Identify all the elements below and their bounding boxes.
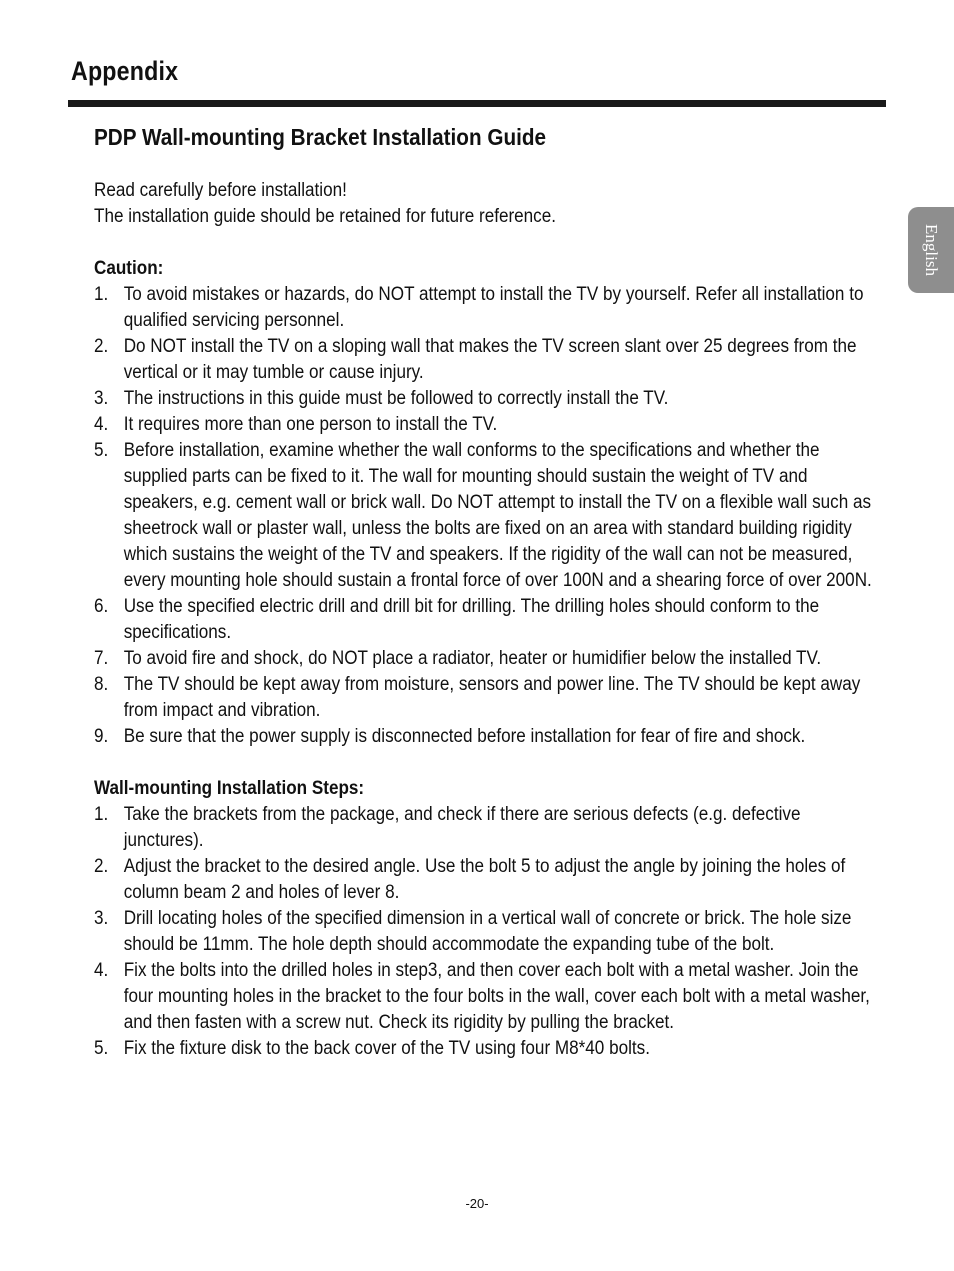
list-item bbox=[94, 594, 874, 646]
title-divider bbox=[68, 100, 886, 107]
list-item bbox=[94, 386, 874, 412]
item-text: To avoid mistakes or hazards, do NOT attempt to install the TV by yourself. Refer all installation to qualified servicing personnel. bbox=[123, 284, 864, 331]
list-item bbox=[94, 854, 874, 906]
intro-line: The installation guide should be retained for future reference. bbox=[94, 206, 556, 227]
item-text: Before installation, examine whether the wall conforms to the specifications and whether the supplied parts can be fixed to it. The wall for mounting should sustain the weight of TV and speakers, e.g. cement wall or brick wall. Do NOT attempt to install the TV on a flexible wall such as sheetrock wall or plaster wall, unless the bolts are fixed on an area with standard building rigidity which sustains the weight of the TV and speakers. If the rigidity of the wall can not be measured, every mounting hole should sustain a frontal force of over 100N and a shearing force of over 200N. bbox=[123, 440, 872, 591]
list-item bbox=[94, 672, 874, 724]
item-number: 3. bbox=[94, 908, 109, 929]
item-number: 6. bbox=[94, 596, 109, 617]
list-item bbox=[94, 724, 874, 750]
item-text: The TV should be kept away from moisture, sensors and power line. The TV should be kept away from impact and vibration. bbox=[123, 674, 861, 721]
list-item bbox=[94, 438, 874, 594]
item-number: 8. bbox=[94, 674, 109, 695]
item-number: 5. bbox=[94, 1038, 109, 1059]
steps-list bbox=[94, 802, 874, 1062]
item-text: Fix the bolts into the drilled holes in step3, and then cover each bolt with a metal washer. Join the four mounting holes in the bracket to the four bolts in the wall, cover each bolt with a metal washer, and then fasten with a screw nut. Check its rigidity by pulling the bracket. bbox=[123, 960, 870, 1033]
item-number: 2. bbox=[94, 336, 109, 357]
caution-list bbox=[94, 282, 874, 750]
document-body bbox=[94, 122, 874, 1062]
item-text: Use the specified electric drill and drill bit for drilling. The drilling holes should conform to the specifications. bbox=[123, 596, 820, 643]
intro-line: Read carefully before installation! bbox=[94, 180, 347, 201]
steps-heading: Wall-mounting Installation Steps: bbox=[94, 778, 365, 799]
list-item bbox=[94, 282, 874, 334]
page-title: Appendix bbox=[71, 56, 179, 86]
list-item bbox=[94, 334, 874, 386]
item-number: 9. bbox=[94, 726, 109, 747]
caution-heading: Caution: bbox=[94, 258, 164, 279]
item-number: 2. bbox=[94, 856, 109, 877]
item-text: Take the brackets from the package, and check if there are serious defects (e.g. defective junctures). bbox=[123, 804, 801, 851]
item-text: Be sure that the power supply is disconnected before installation for fear of fire and shock. bbox=[123, 726, 806, 747]
item-number: 4. bbox=[94, 414, 109, 435]
page-number: -20- bbox=[465, 1196, 489, 1211]
item-number: 1. bbox=[94, 284, 109, 305]
list-item bbox=[94, 646, 874, 672]
item-text: Adjust the bracket to the desired angle. Use the bolt 5 to adjust the angle by joining the holes of column beam 2 and holes of lever 8. bbox=[123, 856, 846, 903]
item-number: 5. bbox=[94, 440, 109, 461]
language-tab-label: English bbox=[922, 224, 941, 276]
item-text: It requires more than one person to install the TV. bbox=[123, 414, 498, 435]
guide-title: PDP Wall-mounting Bracket Installation Guide bbox=[94, 124, 547, 150]
item-number: 4. bbox=[94, 960, 109, 981]
item-text: Fix the fixture disk to the back cover of the TV using four M8*40 bolts. bbox=[123, 1038, 650, 1059]
item-number: 7. bbox=[94, 648, 109, 669]
language-tab bbox=[908, 207, 954, 293]
item-text: To avoid fire and shock, do NOT place a radiator, heater or humidifier below the installed TV. bbox=[123, 648, 822, 669]
list-item bbox=[94, 802, 874, 854]
list-item bbox=[94, 958, 874, 1036]
list-item bbox=[94, 412, 874, 438]
list-item bbox=[94, 906, 874, 958]
item-text: Do NOT install the TV on a sloping wall that makes the TV screen slant over 25 degrees from the vertical or it may tumble or cause injury. bbox=[123, 336, 857, 383]
intro-text bbox=[94, 178, 874, 230]
list-item bbox=[94, 1036, 874, 1062]
item-number: 1. bbox=[94, 804, 109, 825]
item-text: The instructions in this guide must be followed to correctly install the TV. bbox=[123, 388, 669, 409]
item-text: Drill locating holes of the specified dimension in a vertical wall of concrete or brick. The hole size should be 11mm. The hole depth should accommodate the expanding tube of the bolt. bbox=[123, 908, 852, 955]
item-number: 3. bbox=[94, 388, 109, 409]
